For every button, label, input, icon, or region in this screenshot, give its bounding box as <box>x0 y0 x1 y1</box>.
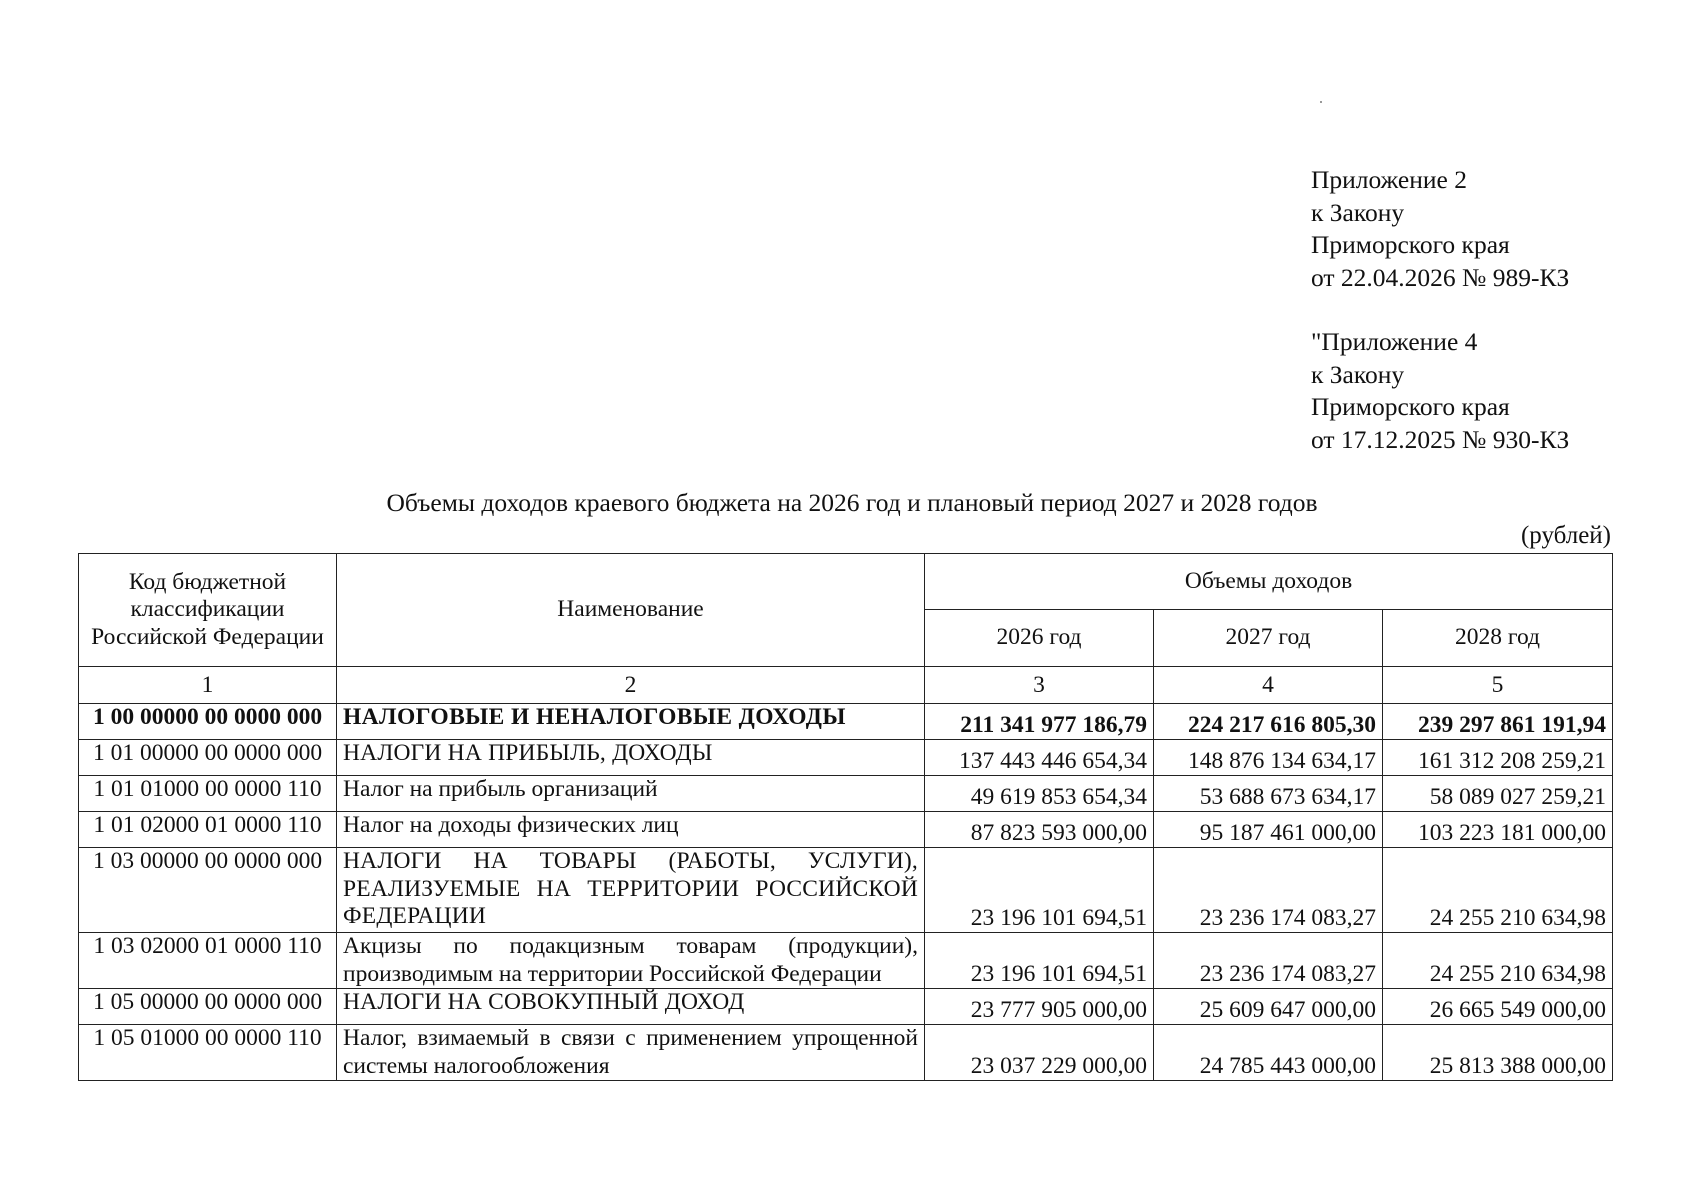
appendix-line: от 22.04.2026 № 989-КЗ <box>1311 262 1570 292</box>
budget-code: 1 05 00000 00 0000 000 <box>79 989 337 1025</box>
table-row <box>79 812 1613 848</box>
amount-2026: 23 196 101 694,51 <box>925 848 1154 933</box>
amount-2027: 23 236 174 083,27 <box>1154 848 1383 933</box>
document-title: Объемы доходов краевого бюджета на 2026 год и плановый период 2027 и 2028 годов <box>386 488 1318 517</box>
budget-code: 1 01 02000 01 0000 110 <box>79 812 337 848</box>
amount-2027: 224 217 616 805,30 <box>1154 704 1383 740</box>
header-code: Код бюджетной классификации Российской Федерации <box>79 554 337 667</box>
column-number: 4 <box>1154 667 1383 704</box>
amount-2027: 25 609 647 000,00 <box>1154 989 1383 1025</box>
header-name: Наименование <box>337 554 925 667</box>
amount-2028: 25 813 388 000,00 <box>1383 1025 1613 1081</box>
amount-2026: 211 341 977 186,79 <box>925 704 1154 740</box>
table-row <box>79 740 1613 776</box>
header-year-2026: 2026 год <box>925 610 1154 667</box>
table-row <box>79 933 1613 989</box>
revenue-name: Акцизы по подакцизным товарам (продукции), производимым на территории Российской Федерации <box>337 933 925 989</box>
revenue-name: НАЛОГИ НА ТОВАРЫ (РАБОТЫ, УСЛУГИ), РЕАЛИЗУЕМЫЕ НА ТЕРРИТОРИИ РОССИЙСКОЙ ФЕДЕРАЦИИ <box>337 848 925 933</box>
amount-2027: 148 876 134 634,17 <box>1154 740 1383 776</box>
amount-2027: 53 688 673 634,17 <box>1154 776 1383 812</box>
column-number: 3 <box>925 667 1154 704</box>
amount-2027: 24 785 443 000,00 <box>1154 1025 1383 1081</box>
header-volumes: Объемы доходов <box>925 554 1613 610</box>
budget-code: 1 01 00000 00 0000 000 <box>79 740 337 776</box>
appendix-line: Приморского края <box>1311 230 1510 260</box>
budget-code: 1 03 02000 01 0000 110 <box>79 933 337 989</box>
appendix-line: Приложение 2 <box>1311 165 1467 194</box>
appendix-line: к Закону <box>1311 197 1405 227</box>
budget-code: 1 00 00000 00 0000 000 <box>79 704 337 740</box>
column-number: 5 <box>1383 667 1613 704</box>
amount-2028: 24 255 210 634,98 <box>1383 848 1613 933</box>
amount-2026: 23 037 229 000,00 <box>925 1025 1154 1081</box>
appendix-line: к Закону <box>1311 359 1405 389</box>
table-row <box>79 776 1613 812</box>
appendix-current-reference <box>1311 164 1651 294</box>
scan-speck <box>1320 101 1322 103</box>
column-number: 2 <box>337 667 925 704</box>
amount-2026: 49 619 853 654,34 <box>925 776 1154 812</box>
table-row <box>79 848 1613 933</box>
column-number-row <box>79 667 1613 704</box>
revenue-name: НАЛОГИ НА СОВОКУПНЫЙ ДОХОД <box>337 989 925 1025</box>
revenue-name: Налог на доходы физических лиц <box>337 812 925 848</box>
revenue-name: НАЛОГОВЫЕ И НЕНАЛОГОВЫЕ ДОХОДЫ <box>337 704 925 740</box>
amount-2027: 95 187 461 000,00 <box>1154 812 1383 848</box>
revenue-name: Налог, взимаемый в связи с применением упрощенной системы налогообложения <box>337 1025 925 1081</box>
revenue-name: НАЛОГИ НА ПРИБЫЛЬ, ДОХОДЫ <box>337 740 925 776</box>
amount-2028: 26 665 549 000,00 <box>1383 989 1613 1025</box>
budget-code: 1 01 01000 00 0000 110 <box>79 776 337 812</box>
amount-2026: 23 777 905 000,00 <box>925 989 1154 1025</box>
table-row <box>79 704 1613 740</box>
header-year-2028: 2028 год <box>1383 610 1613 667</box>
units-label: (рублей) <box>1520 522 1611 549</box>
appendix-amended-reference <box>1311 326 1651 456</box>
revenue-name: Налог на прибыль организаций <box>337 776 925 812</box>
amount-2028: 103 223 181 000,00 <box>1383 812 1613 848</box>
amount-2026: 87 823 593 000,00 <box>925 812 1154 848</box>
amount-2028: 161 312 208 259,21 <box>1383 740 1613 776</box>
column-number: 1 <box>79 667 337 704</box>
header-year-2027: 2027 год <box>1154 610 1383 667</box>
appendix-line: Приморского края <box>1311 392 1510 422</box>
appendix-line: "Приложение 4 <box>1311 327 1478 356</box>
amount-2026: 23 196 101 694,51 <box>925 933 1154 989</box>
budget-code: 1 05 01000 00 0000 110 <box>79 1025 337 1081</box>
amount-2026: 137 443 446 654,34 <box>925 740 1154 776</box>
amount-2028: 24 255 210 634,98 <box>1383 933 1613 989</box>
revenue-table <box>78 553 1613 1081</box>
appendix-line: от 17.12.2025 № 930-КЗ <box>1311 424 1570 454</box>
amount-2028: 58 089 027 259,21 <box>1383 776 1613 812</box>
table-row <box>79 989 1613 1025</box>
table-row <box>79 1025 1613 1081</box>
amount-2028: 239 297 861 191,94 <box>1383 704 1613 740</box>
amount-2027: 23 236 174 083,27 <box>1154 933 1383 989</box>
budget-code: 1 03 00000 00 0000 000 <box>79 848 337 933</box>
